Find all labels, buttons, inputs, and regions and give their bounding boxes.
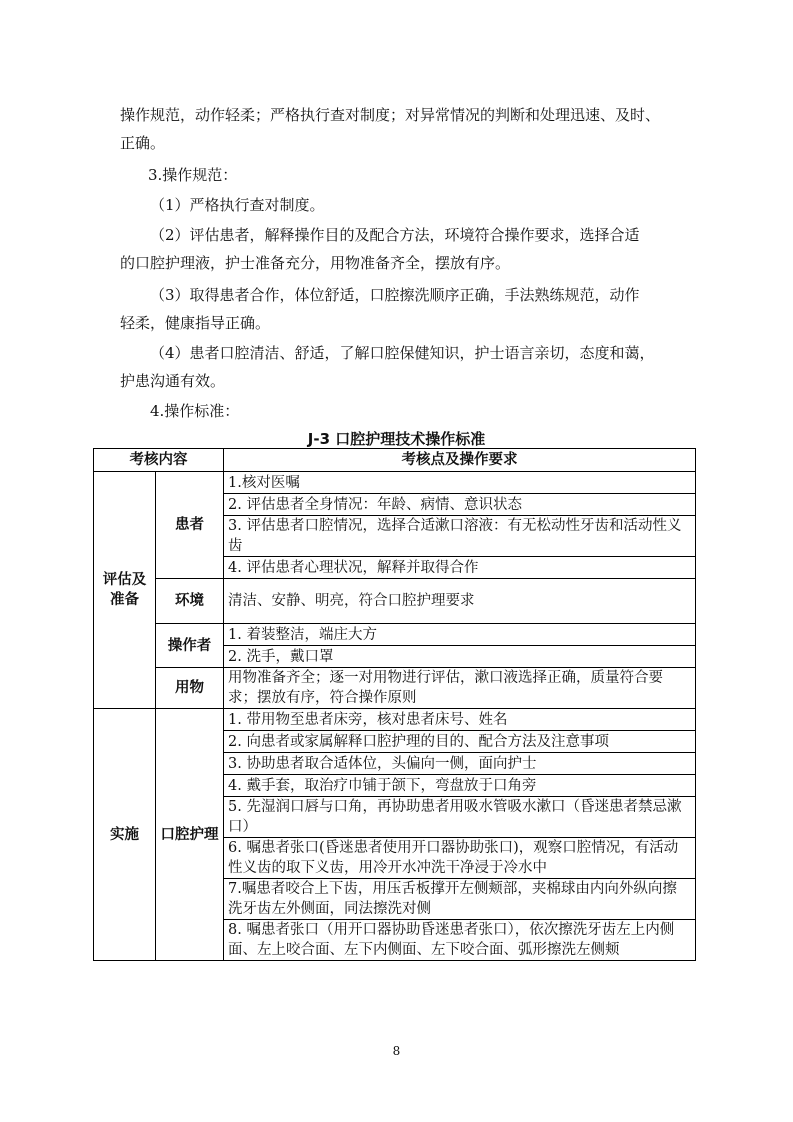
intro-line-1: 操作规范，动作轻柔；严格执行查对制度；对异常情况的判断和处理迅速、及时、 [120,106,661,124]
header-requirements: 考核点及操作要求 [224,449,696,472]
spec-item-2b: 的口腔护理液，护士准备充分，用物准备齐全，摆放有序。 [120,254,511,272]
table-cell: 7.嘱患者咬合上下齿，用压舌板撑开左侧颊部，夹棉球由内向外纵向擦洗牙齿左外侧面，同法擦洗对侧 [224,879,696,920]
table-cell: 1.核对医嘱 [224,472,696,494]
table-cell: 8. 嘱患者张口（用开口器协助昏迷患者张口），依次擦洗牙齿左上内侧面、左上咬合面、左下内侧面、左下咬合面、弧形擦洗左侧颊 [224,920,696,961]
subcat-patient: 患者 [156,472,224,579]
table-cell: 6. 嘱患者张口(昏迷患者使用开口器协助张口)，观察口腔情况，有活动性义齿的取下义齿，用冷开水冲洗干净浸于冷水中 [224,838,696,879]
header-content: 考核内容 [94,449,224,472]
intro-line-2: 正确。 [120,134,166,152]
std-heading: 4.操作标准： [150,402,240,420]
subcat-supplies: 用物 [156,668,224,709]
spec-item-2a: （2）评估患者，解释操作目的及配合方法，环境符合操作要求，选择合适 [150,226,640,244]
table-cell: 4. 评估患者心理状况，解释并取得合作 [224,557,696,579]
category-implementation: 实施 [94,709,156,961]
subcat-operator: 操作者 [156,624,224,668]
table-cell: 3. 评估患者口腔情况，选择合适漱口溶液：有无松动性牙齿和活动性义齿 [224,516,696,557]
spec-item-4b: 护患沟通有效。 [120,372,226,390]
table-cell: 清洁、安静、明亮，符合口腔护理要求 [224,579,696,624]
table-cell: 2. 评估患者全身情况：年龄、病情、意识状态 [224,494,696,516]
table-cell: 2. 洗手，戴口罩 [224,646,696,668]
subcat-oral-care: 口腔护理 [156,709,224,961]
spec-item-4a: （4）患者口腔清洁、舒适，了解口腔保健知识，护士语言亲切，态度和蔼， [150,344,655,362]
table-title: J-3 口腔护理技术操作标准 [307,430,486,448]
table-cell: 1. 带用物至患者床旁，核对患者床号、姓名 [224,709,696,731]
table-cell: 用物准备齐全；逐一对用物进行评估，漱口液选择正确，质量符合要求；摆放有序，符合操作原则 [224,668,696,709]
table-cell: 5. 先湿润口唇与口角，再协助患者用吸水管吸水漱口（昏迷患者禁忌漱口） [224,797,696,838]
spec-heading: 3.操作规范： [148,166,238,184]
subcat-environment: 环境 [156,579,224,624]
category-assessment: 评估及准备 [94,472,156,709]
operation-standard-table [93,448,696,961]
spec-item-3a: （3）取得患者合作，体位舒适，口腔擦洗顺序正确，手法熟练规范，动作 [150,286,640,304]
table-cell: 1. 着装整洁，端庄大方 [224,624,696,646]
table-cell: 4. 戴手套，取治疗巾铺于颌下，弯盘放于口角旁 [224,775,696,797]
table-cell: 2. 向患者或家属解释口腔护理的目的、配合方法及注意事项 [224,731,696,753]
page-number: 8 [392,1044,401,1058]
table-cell: 3. 协助患者取合适体位，头偏向一侧，面向护士 [224,753,696,775]
spec-item-3b: 轻柔，健康指导正确。 [120,314,271,332]
spec-item-1: （1）严格执行查对制度。 [150,196,325,214]
